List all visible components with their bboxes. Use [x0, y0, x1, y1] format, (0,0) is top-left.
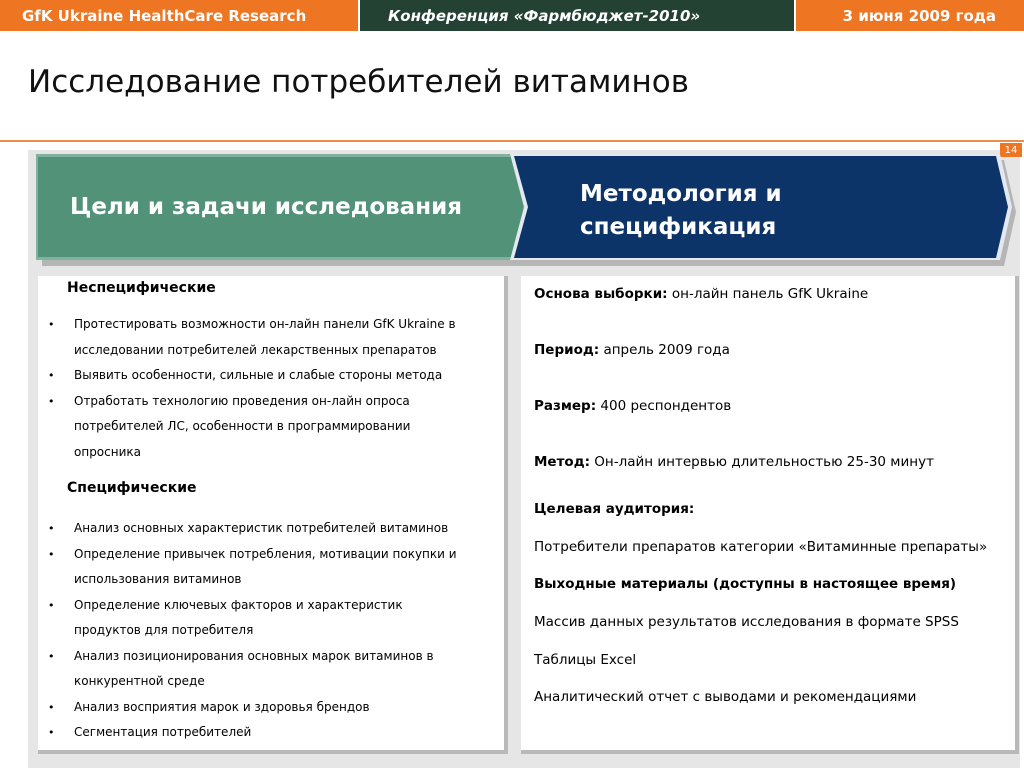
size-row	[534, 398, 731, 414]
page-title: Исследование потребителей витаминов	[28, 64, 690, 100]
output-item: Таблицы Excel	[534, 652, 637, 668]
methodology-banner-line2: спецификация	[580, 214, 777, 240]
sample-value: он-лайн панель GfK Ukraine	[667, 286, 869, 302]
method-label: Метод:	[534, 454, 590, 470]
size-label: Размер:	[534, 398, 597, 414]
list-item: • Анализ позиционирования основных марок витаминов в конкурентной среде	[38, 644, 468, 695]
audience-label-row	[534, 501, 694, 517]
method-row	[534, 454, 934, 470]
nonspecific-list	[38, 312, 468, 465]
list-item: • Отработать технологию проведения он-лайн опроса потребителей ЛС, особенности в программировании опросника	[38, 389, 468, 466]
period-row	[534, 342, 730, 358]
goals-banner	[36, 152, 536, 267]
nonspecific-heading: Неспецифические	[67, 280, 216, 296]
specific-heading: Специфические	[67, 480, 197, 496]
list-item: • Выявить особенности, сильные и слабые стороны метода	[38, 363, 468, 389]
sample-row	[534, 286, 868, 302]
output-item: Аналитический отчет с выводами и рекомендациями	[534, 689, 917, 705]
list-item: • Определение привычек потребления, мотивации покупки и использования витаминов	[38, 542, 468, 593]
size-value: 400 респондентов	[596, 398, 732, 414]
page-number: 14	[1000, 143, 1022, 157]
methodology-banner	[506, 152, 1022, 267]
methodology-banner-title	[580, 178, 782, 244]
period-value: апрель 2009 года	[599, 342, 730, 358]
list-item: • Определение ключевых факторов и характеристик продуктов для потребителя	[38, 593, 468, 644]
audience-label: Целевая аудитория:	[534, 501, 695, 517]
header-date: 3 июня 2009 года	[796, 0, 1024, 31]
list-item: • Сегментация потребителей	[38, 720, 468, 746]
header-bar	[0, 0, 1024, 31]
methodology-banner-line1: Методология и	[580, 181, 782, 207]
specific-list	[38, 516, 468, 746]
conference-name: Конференция «Фармбюджет-2010»	[358, 0, 796, 31]
period-label: Период:	[534, 342, 600, 358]
list-item: • Протестировать возможности он-лайн панели GfK Ukraine в исследовании потребителей лекарственных препаратов	[38, 312, 468, 363]
org-name: GfK Ukraine HealthCare Research	[0, 0, 358, 31]
goals-card	[38, 276, 508, 754]
outputs-label: Выходные материалы (доступны в настоящее время)	[534, 576, 957, 592]
goals-banner-title: Цели и задачи исследования	[70, 194, 462, 220]
outputs-label-row	[534, 576, 956, 592]
title-divider	[0, 140, 1024, 142]
list-item: • Анализ восприятия марок и здоровья брендов	[38, 695, 468, 721]
list-item: • Анализ основных характеристик потребителей витаминов	[38, 516, 468, 542]
methodology-card	[521, 276, 1019, 754]
audience-value: Потребители препаратов категории «Витаминные препараты»	[534, 539, 988, 555]
sample-label: Основа выборки:	[534, 286, 668, 302]
method-value: Он-лайн интервью длительностью 25-30 минут	[590, 454, 934, 470]
output-item: Массив данных результатов исследования в формате SPSS	[534, 614, 959, 630]
